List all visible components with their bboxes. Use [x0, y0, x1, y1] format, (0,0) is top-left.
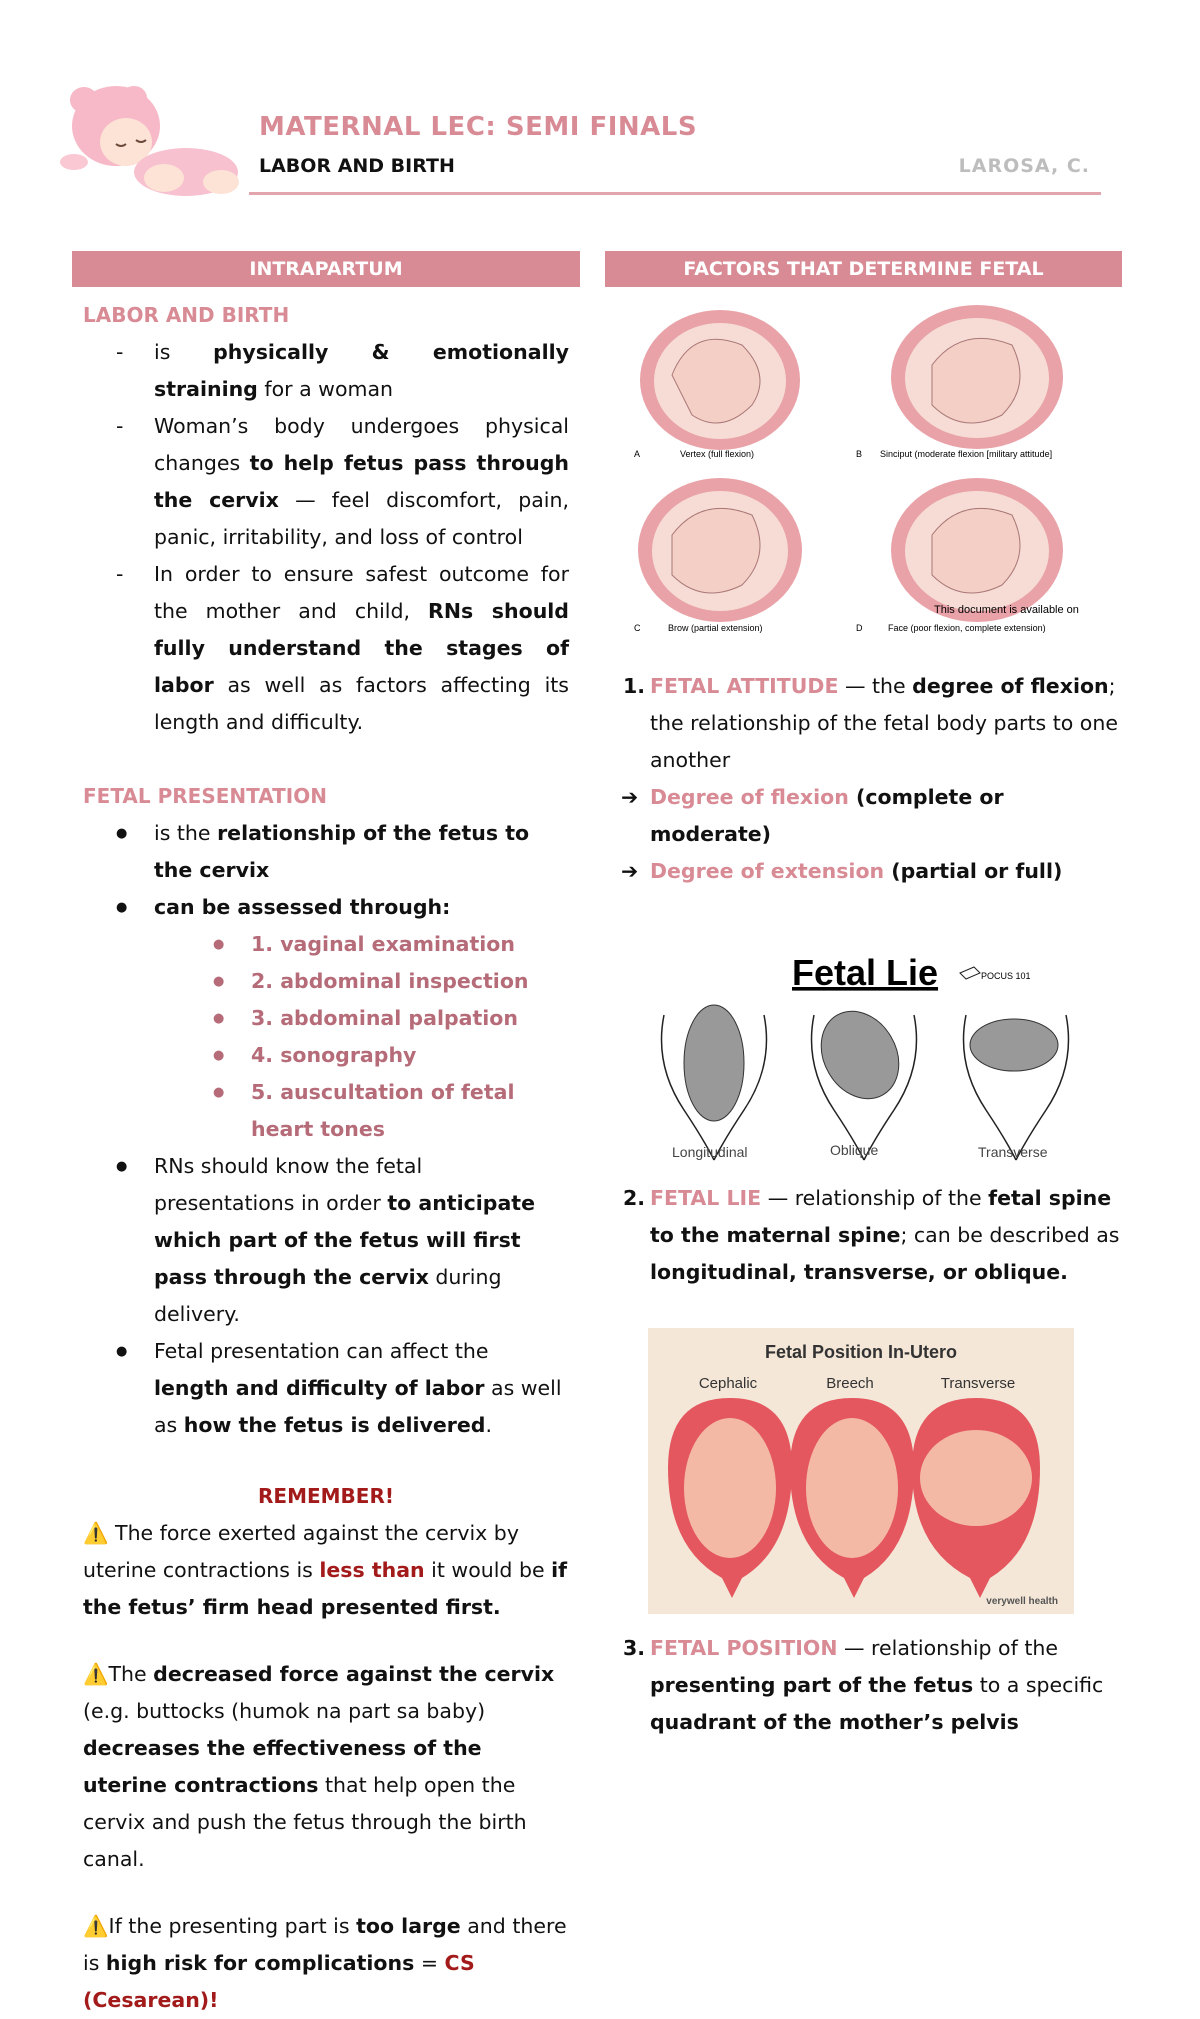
warning-note-1 [83, 1515, 569, 1626]
list-item [83, 556, 569, 741]
fetus-transverse [970, 1019, 1058, 1071]
text: it would be [424, 1558, 552, 1582]
fig-letter: D [856, 623, 863, 633]
text: — the [838, 674, 913, 698]
verywell-brand: verywell health [986, 1596, 1058, 1607]
list-item [83, 889, 569, 1148]
text-bold: decreased force against the cervix [153, 1662, 555, 1686]
probe-icon [960, 967, 980, 979]
text: ; can be described as [900, 1223, 1120, 1247]
fig-caption: Sinciput (moderate flexion [military attitude] [880, 449, 1053, 459]
list-item: ● 4. sonography [180, 1037, 569, 1074]
text-bold: (complete or moderate) [650, 785, 1004, 846]
warning-note-3 [83, 1908, 569, 2019]
text: that help open the cervix and push the fetus through the birth canal. [83, 1773, 527, 1871]
uterus-drawing-d [891, 478, 1063, 622]
fetal-attitude-section [621, 668, 1120, 890]
text: for a woman [257, 377, 394, 401]
list-item [83, 815, 569, 889]
list-item: ● 5. auscultation of fetal heart tones [180, 1074, 569, 1148]
pocus-brand: POCUS 101 [981, 971, 1031, 981]
fig-letter: C [634, 623, 641, 633]
text-bold: degree of flexion [912, 674, 1109, 698]
text: ⚠️ The force exerted against the cervix by uterine contractions is [83, 1521, 519, 1582]
assessment-methods [154, 926, 569, 1148]
text: ; the relationship of the fetal body parts to one another [650, 674, 1118, 772]
list-item: ● 1. vaginal examination [180, 926, 569, 963]
text-bold: quadrant of the mother’s pelvis [650, 1710, 1019, 1734]
fetal-presentation-title: FETAL PRESENTATION [83, 784, 327, 808]
fetus-longitudinal [684, 1005, 744, 1121]
header-divider [249, 192, 1101, 195]
text-bold: relationship of the fetus to the cervix [154, 821, 530, 882]
text-bold: presenting part of the fetus [650, 1673, 974, 1697]
text: to a specific [973, 1673, 1104, 1697]
lie-label: Oblique [830, 1142, 879, 1158]
list-item [83, 408, 569, 556]
text: ⚠️The [83, 1662, 154, 1686]
uterus-drawing-c [638, 478, 802, 622]
list-item [83, 334, 569, 408]
text-bold: can be assessed through: [154, 895, 451, 919]
arrow-icon: ➔ [621, 785, 639, 809]
list-item [83, 1148, 569, 1333]
position-label: Cephalic [698, 1375, 758, 1392]
text-bold: to help fetus pass through the cervix [154, 451, 570, 512]
fetal-position-section [623, 1630, 1120, 1741]
fig-caption: Face (poor flexion, complete extension) [888, 623, 1046, 633]
list-number: 1. [623, 674, 646, 698]
arrow-icon: ➔ [621, 859, 639, 883]
fetal-attitude-figure [632, 305, 1110, 641]
document-author: LAROSA, C. [958, 155, 1090, 177]
text-bold: physically & emotionally straining [154, 340, 569, 401]
text: In order to ensure safest outcome for the mother and child, [154, 562, 569, 623]
labor-and-birth-title: LABOR AND BIRTH [83, 303, 290, 327]
list-number: 2. [623, 1186, 646, 1210]
fig-letter: A [634, 449, 641, 459]
text: — relationship of the [837, 1636, 1058, 1660]
term: Degree of flexion [650, 785, 849, 809]
position-label: Breech [826, 1375, 874, 1392]
left-column [83, 297, 569, 2019]
list-number: 3. [623, 1636, 646, 1660]
text: (e.g. buttocks (humok na part sa baby) [83, 1699, 486, 1723]
intrapartum-heading: INTRAPARTUM [72, 251, 580, 287]
fetal-lie-title: Fetal Lie [792, 952, 939, 993]
presentation-bullets [83, 815, 569, 1444]
baby-illustration [56, 78, 244, 200]
text: RNs should know the fetal presentations in order [154, 1154, 423, 1215]
text-highlight: less than [319, 1558, 425, 1582]
list-item [621, 853, 1120, 890]
text: = [414, 1951, 445, 1975]
text: as well as factors affecting its length and difficulty. [154, 673, 569, 734]
fetal-lie-figure [648, 935, 1098, 1167]
text: — feel discomfort, pain, panic, irritability, and loss of control [154, 488, 569, 549]
text: as well as [154, 1376, 562, 1437]
text: is [154, 340, 214, 364]
remember-heading: REMEMBER! [258, 1484, 394, 1508]
watermark-text: This document is available on [934, 604, 1079, 616]
term: Degree of extension [650, 859, 885, 883]
term: FETAL ATTITUDE [650, 674, 839, 698]
text-bold: (partial or full) [884, 859, 1063, 883]
fetal-position-figure [648, 1328, 1074, 1614]
warning-note-2 [83, 1656, 569, 1878]
uterus-drawing-b [891, 305, 1063, 449]
fig-caption: Brow (partial extension) [668, 623, 763, 633]
text: ⚠️If the presenting part is [83, 1914, 357, 1938]
fetal-position-title: Fetal Position In-Utero [764, 1342, 958, 1362]
text: Woman’s body undergoes physical changes [154, 414, 569, 475]
text-highlight: CS (Cesarean)! [83, 1951, 475, 2012]
text-bold: fetal spine to the maternal spine [650, 1186, 1112, 1247]
term: FETAL LIE [650, 1186, 762, 1210]
text: is the [154, 821, 218, 845]
text-bold: how the fetus is delivered [183, 1413, 486, 1437]
text-bold: high risk for complications [105, 1951, 415, 1975]
fetal-lie-section [623, 1180, 1120, 1291]
text: Fetal presentation can affect the [154, 1339, 489, 1363]
document-title: MATERNAL LEC: SEMI FINALS [259, 112, 698, 142]
list-item [83, 1333, 569, 1444]
fig-letter: B [856, 449, 863, 459]
lie-label: Longitudinal [672, 1144, 748, 1160]
text-bold: if the fetus’ firm head presented first. [83, 1558, 568, 1619]
labor-bullets [83, 334, 569, 741]
list-item: ● 3. abdominal palpation [180, 1000, 569, 1037]
text-bold: too large [356, 1914, 461, 1938]
term: FETAL POSITION [650, 1636, 838, 1660]
text: and there is [83, 1914, 567, 1975]
list-item [621, 779, 1120, 853]
text-bold: length and difficulty of labor [154, 1376, 485, 1400]
text-bold: decreases the effectiveness of the uterine contractions [83, 1736, 482, 1797]
text-bold: to anticipate which part of the fetus will first pass through the cervix [154, 1191, 536, 1289]
list-item: ● 2. abdominal inspection [180, 963, 569, 1000]
lie-label: Transverse [978, 1144, 1048, 1160]
fetus-oblique [806, 997, 914, 1113]
text-bold: longitudinal, transverse, or oblique. [650, 1260, 1068, 1284]
text-bold: RNs should fully understand the stages of labor [154, 599, 569, 697]
document-subtitle: LABOR AND BIRTH [259, 155, 455, 177]
position-label: Transverse [940, 1375, 1016, 1392]
uterus-drawing-a [640, 310, 800, 450]
text: — relationship of the [761, 1186, 989, 1210]
text: during delivery. [154, 1265, 502, 1326]
text: . [485, 1413, 492, 1437]
factors-heading: FACTORS THAT DETERMINE FETAL PRESENTATION [605, 251, 1122, 287]
fig-caption: Vertex (full flexion) [680, 449, 755, 459]
